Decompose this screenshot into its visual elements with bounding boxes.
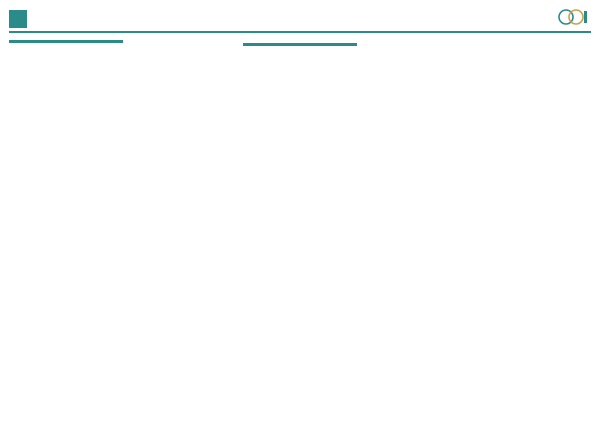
column-1 (9, 40, 123, 46)
header-divider (9, 31, 591, 33)
column-3 (243, 40, 357, 49)
section-heading (243, 43, 357, 46)
column-5 (477, 40, 591, 43)
column-2 (126, 40, 240, 43)
journal-logo-icon (554, 5, 590, 29)
header-accent-block (9, 10, 27, 28)
column-4 (360, 40, 474, 43)
page-header (0, 0, 600, 36)
section-heading (9, 40, 123, 43)
